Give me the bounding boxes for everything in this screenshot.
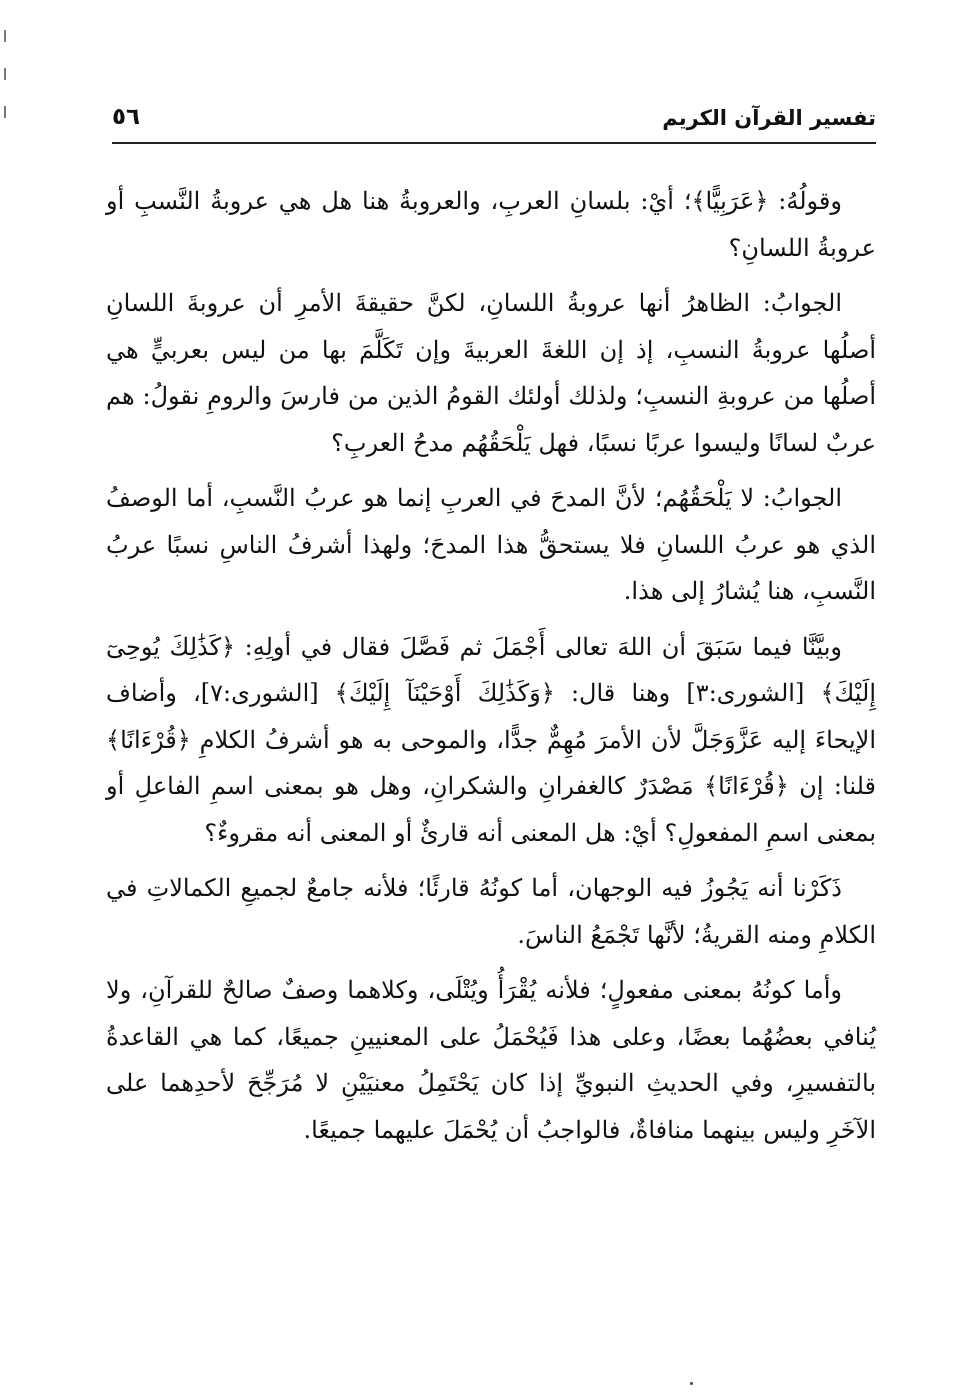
paragraph-6: وأما كونُهُ بمعنى مفعولٍ؛ فلأنه يُقْرَأُ ويُتْلَى، وكلاهما وصفٌ صالحٌ للقرآنِ، ولا يُنافي بعضُهُما بعضًا، وعلى هذا فَيُحْمَلُ على المعنيينِ جميعًا، كما هي القاعدةُ بالتفسيرِ، وفي الحديثِ النبويِّ إذا كان يَحْتَمِلُ معنيَيْنِ لا مُرَجِّحَ لأحدِهما على الآخَرِ وليس بينهما منافاةٌ، فالواجبُ أن يُحْمَلَ عليهما جميعًا. [106, 976, 876, 1144]
page-body [106, 178, 876, 1162]
margin-mark [4, 106, 6, 118]
paragraph-2: الجوابُ: الظاهرُ أنها عروبةُ اللسانِ، لكنَّ حقيقةَ الأمرِ أن عروبةَ اللسانِ أصلُها عروبةُ النسبِ، إذ إن اللغةَ العربيةَ وإن تَكَلَّمَ بها من ليس بعربيٍّ هي أصلُها من عروبةِ النسبِ؛ ولذلك أولئك القومُ الذين من فارسَ والرومِ نقولُ: هم عربٌ لسانًا وليسوا عربًا نسبًا، فهل يَلْحَقُهُم مدحُ العربِ؟ [106, 289, 876, 457]
page-header [112, 104, 876, 144]
running-title: تفسير القرآن الكريم [662, 106, 876, 130]
scan-margin-marks [0, 30, 6, 144]
paragraph-4: وبيَّنَّا فيما سَبَقَ أن اللهَ تعالى أَجْمَلَ ثم فَصَّلَ فقال في أولِهِ: ﴿كَذَٰلِكَ يُوحِىٓ إِلَيْكَ﴾ [الشورى:٣] وهنا قال: ﴿وَكَذَٰلِكَ أَوْحَيْنَآ إِلَيْكَ﴾ [الشورى:٧]، وأضاف الإيحاءَ إليه عَزَّوَجَلَّ لأن الأمرَ مُهِمٌّ جدًّا، والموحى به هو أشرفُ الكلامِ ﴿قُرْءَانًا﴾ قلنا: إن ﴿قُرْءَانًا﴾ مَصْدَرٌ كالغفرانِ والشكرانِ، وهل هو بمعنى اسمِ الفاعلِ أو بمعنى اسمِ المفعولِ؟ أيْ: هل المعنى أنه قارئٌ أو المعنى أنه مقروءٌ؟ [106, 632, 876, 847]
margin-mark [4, 30, 6, 42]
margin-mark [4, 68, 6, 80]
scan-speck [690, 1382, 693, 1385]
header-divider [112, 142, 876, 144]
paragraph-5: ذَكَرْنا أنه يَجُوزُ فيه الوجهان، أما كونُهُ قارئًا؛ فلأنه جامعٌ لجميعِ الكمالاتِ في الكلامِ ومنه القريةُ؛ لأنَّها تَجْمَعُ الناسَ. [106, 874, 876, 949]
paragraph-1: وقولُهُ: ﴿عَرَبِيًّا﴾؛ أيْ: بلسانِ العربِ، والعروبةُ هنا هل هي عروبةُ النَّسبِ أو عروبةُ اللسانِ؟ [106, 187, 876, 262]
paragraph-3: الجوابُ: لا يَلْحَقُهُم؛ لأنَّ المدحَ في العربِ إنما هو عربُ النَّسبِ، أما الوصفُ الذي هو عربُ اللسانِ فلا يستحقُّ هذا المدحَ؛ ولهذا أشرفُ الناسِ نسبًا عربُ النَّسبِ، هنا يُشارُ إلى هذا. [106, 484, 876, 605]
page-number: ٥٦ [112, 104, 141, 130]
